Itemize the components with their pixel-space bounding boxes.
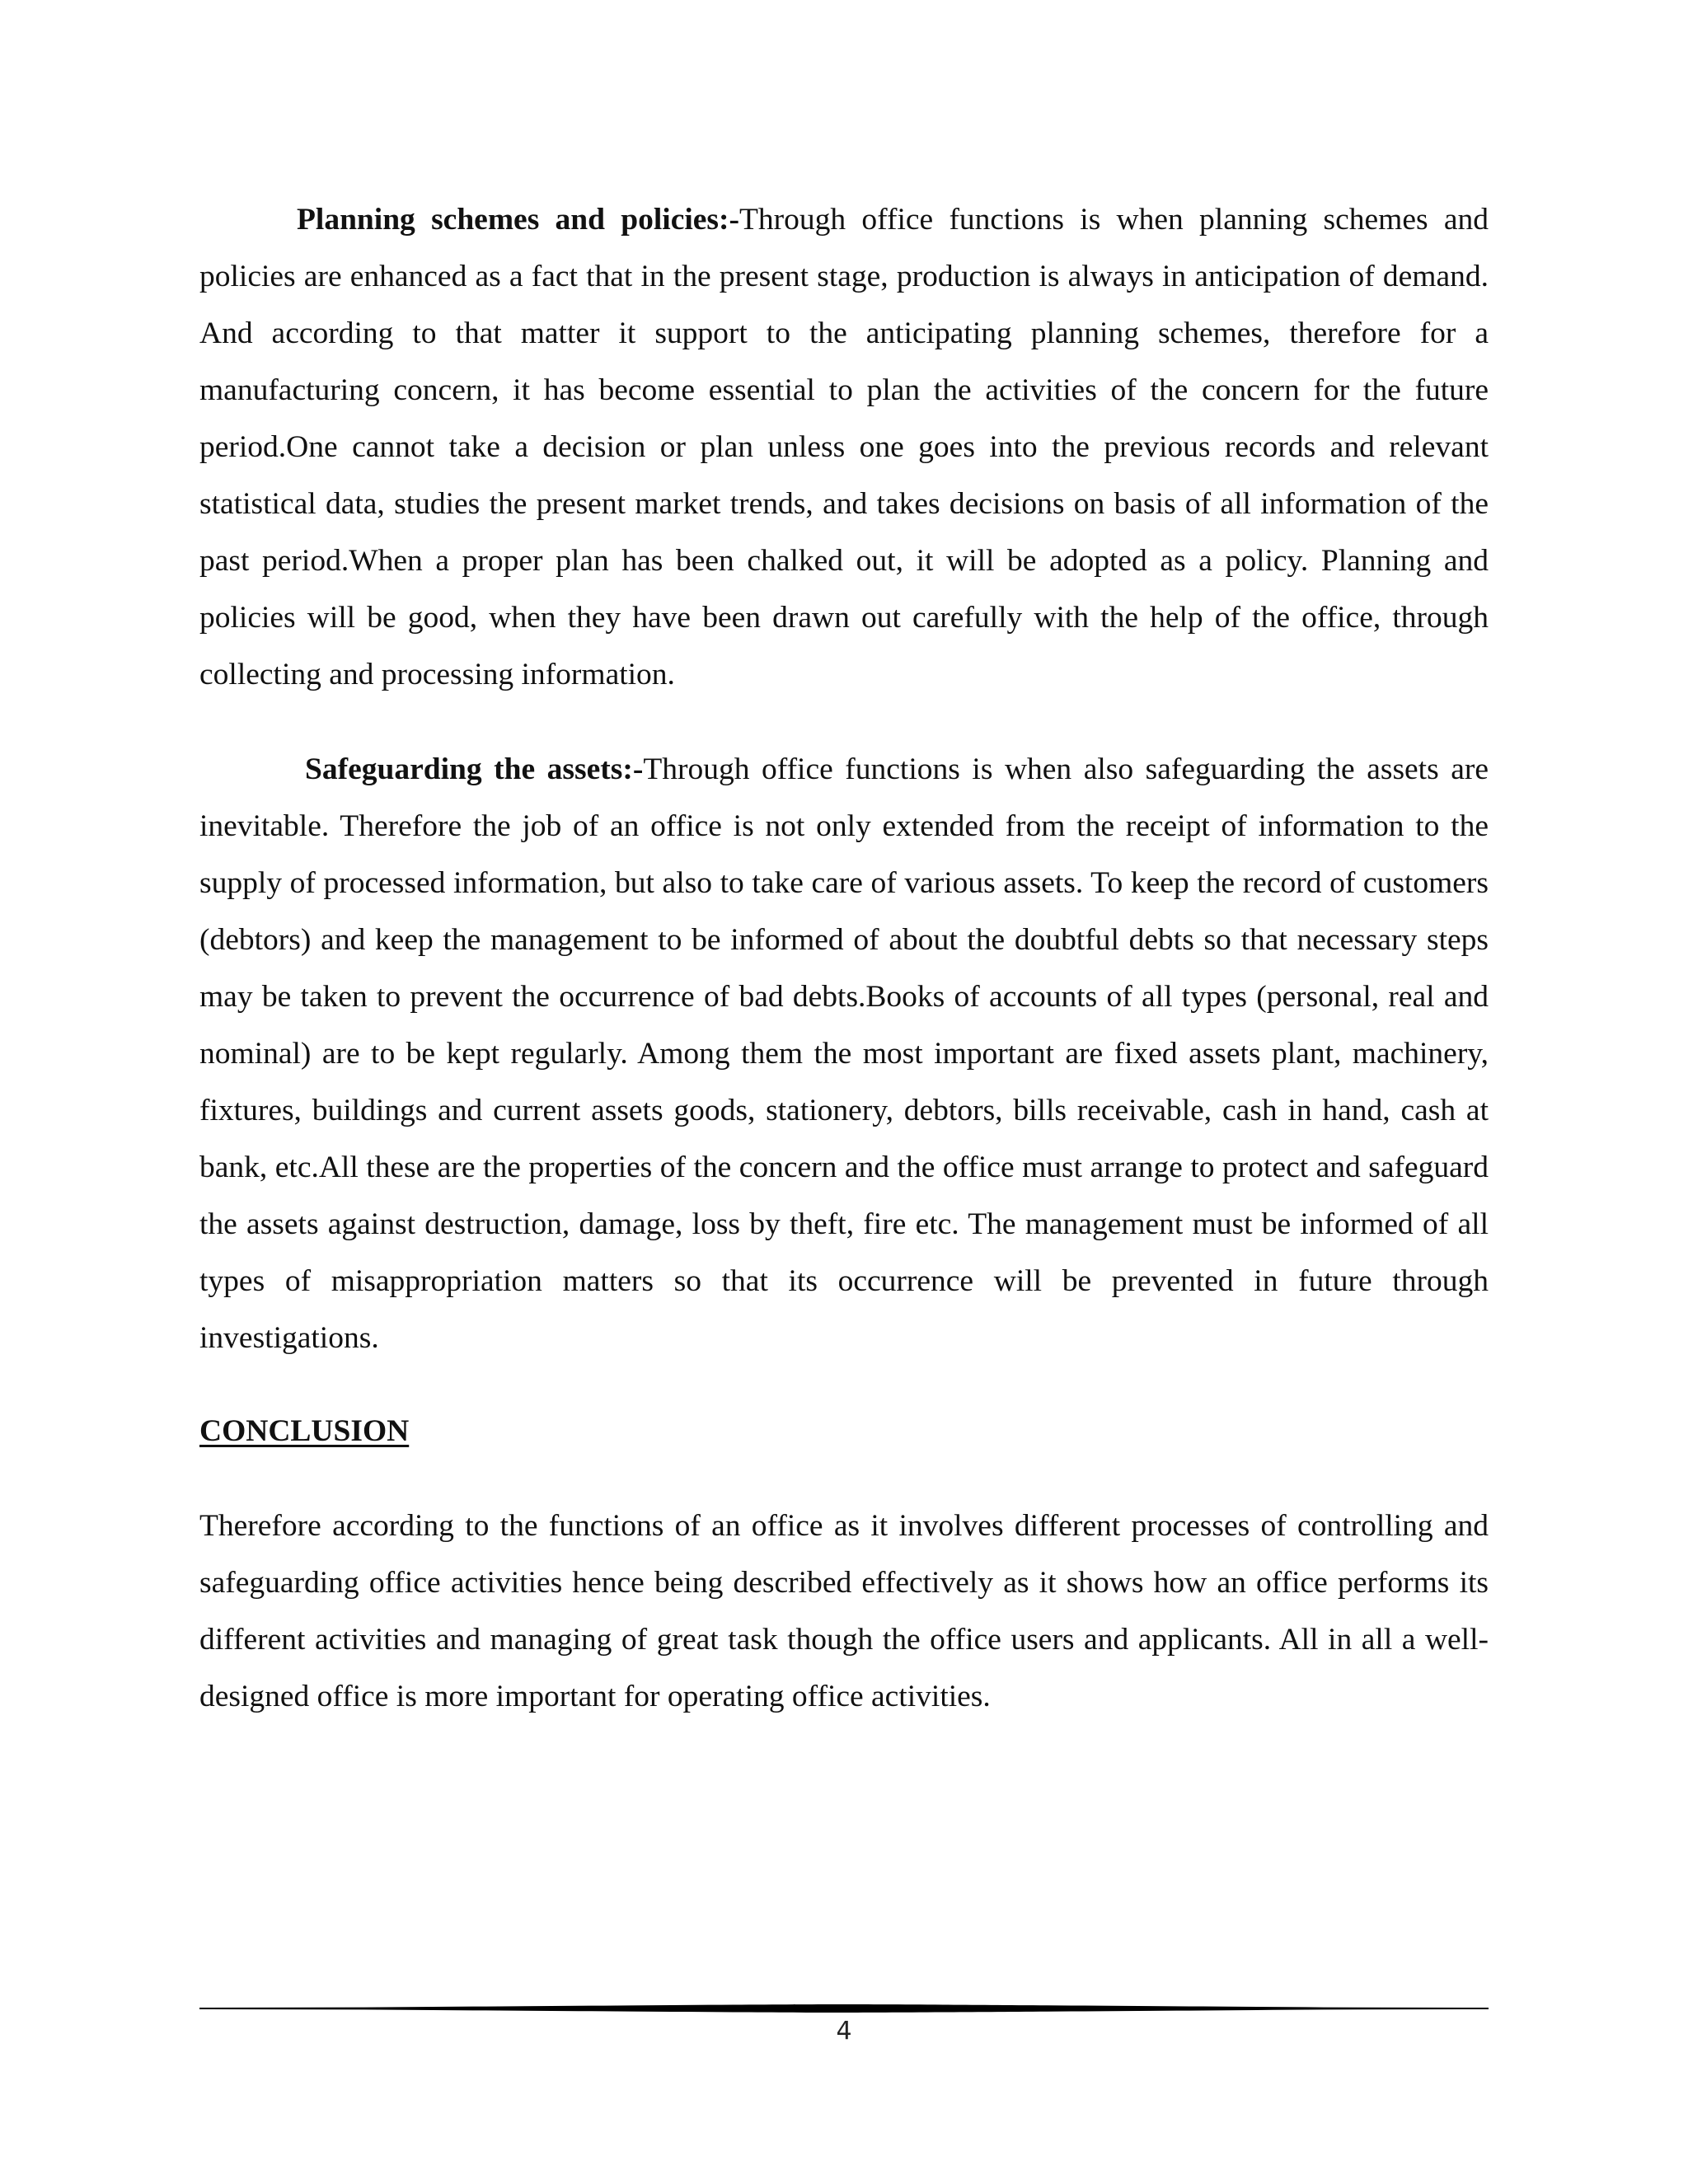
spacer [199,1366,1489,1403]
conclusion-paragraph: Therefore according to the functions of an office as it involves different processes of controlling and safeguarding office activities hence being described effectively as it shows how an office performs its different activities and managing of great task though the office users and applicants. All in all a well-designed office is more important for operating office activities. [199,1509,1489,1713]
footer-rule [199,2003,1489,2014]
conclusion-heading: CONCLUSION [199,1414,410,1448]
planning-body: Through office functions is when planning schemes and policies are enhanced as a fact that in the present stage, production is always in anticipation of demand. And according to that matter it support to the anticipating planning schemes, therefore for a manufacturing concern, it has become essential to plan the activities of the concern for the future period.One cannot take a decision or plan unless one goes into the previous records and relevant statistical data, studies the present market trends, and takes decisions on basis of all information of the past period.When a proper plan has been chalked out, it will be adopted as a policy. Planning and policies will be good, when they have been drawn out carefully with the help of the office, through collecting and processing information. [199,203,1489,691]
planning-paragraph [199,191,1489,703]
page-number: 4 [836,2017,852,2046]
footer-rule-line [199,2003,1489,2014]
page-content [199,191,1489,1725]
safeguarding-heading: Safeguarding the assets:- [305,752,644,786]
safeguarding-paragraph [199,741,1489,1366]
safeguarding-body: Through office functions is when also safeguarding the assets are inevitable. Therefore the job of an office is not only extended from the receipt of information to the supply of processed information, but also to take care of various assets. To keep the record of customers (debtors) and keep the management to be informed of about the doubtful debts so that necessary steps may be taken to prevent the occurrence of bad debts.Books of accounts of all types (personal, real and nominal) are to be kept regularly. Among them the most important are fixed assets plant, machinery, fixtures, buildings and current assets goods, stationery, debtors, bills receivable, cash in hand, cash at bank, etc.All these are the properties of the concern and the office must arrange to protect and safeguard the assets against destruction, damage, loss by theft, fire etc. The management must be informed of all types of misappropriation matters so that its occurrence will be prevented in future through investigations. [199,752,1489,1355]
planning-heading: Planning schemes and policies:- [297,203,740,237]
spacer [199,1460,1489,1497]
spacer [199,703,1489,741]
